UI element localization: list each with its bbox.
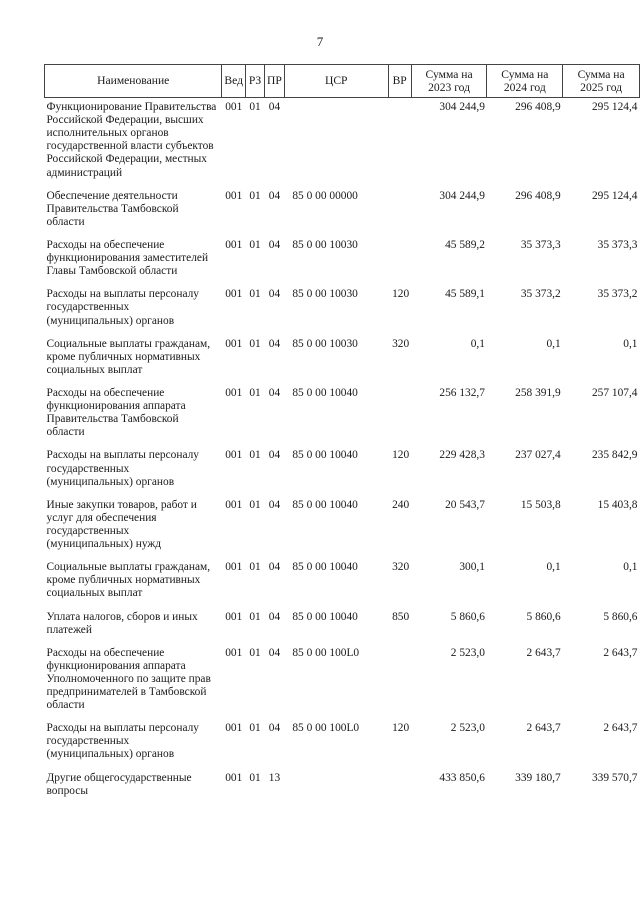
page-number: 7 [316, 34, 324, 49]
cell-sum-2024: 237 027,4 [515, 449, 561, 462]
cell-rz: 01 [249, 337, 261, 350]
header-rz: РЗ [246, 65, 265, 98]
cell-rz: 01 [249, 238, 261, 251]
cell-rz: 01 [249, 498, 261, 511]
cell-ved: 001 [225, 288, 243, 301]
cell-ved: 001 [225, 449, 243, 462]
cell-vr [388, 769, 411, 805]
cell-sum-2024: 35 373,2 [520, 288, 561, 301]
cell-name: Другие общегосударственные вопросы [46, 771, 192, 797]
cell-sum-2025: 235 842,9 [591, 449, 638, 462]
header-name: Наименование [45, 65, 222, 98]
cell-ved: 001 [225, 610, 243, 623]
cell-sum-2024: 15 503,8 [520, 498, 561, 511]
cell-ved: 001 [225, 238, 243, 251]
cell-ved: 001 [225, 101, 243, 113]
table-row [45, 769, 640, 805]
cell-name: Расходы на обеспечение функционирования аппарата Правительства Тамбовской области [46, 386, 186, 439]
cell-name: Уплата налогов, сборов и иных платежей [46, 610, 198, 636]
cell-rz: 01 [249, 189, 261, 202]
cell-csr: 85 0 00 10040 [292, 498, 358, 511]
budget-table [44, 64, 640, 805]
cell-sum-2023: 229 428,3 [439, 449, 485, 462]
cell-pr: 04 [268, 189, 281, 202]
cell-ved: 001 [225, 722, 243, 735]
cell-sum-2025: 0,1 [623, 561, 638, 574]
cell-csr: 85 0 00 00000 [292, 189, 358, 202]
cell-pr: 04 [268, 386, 281, 399]
cell-sum-2023: 0,1 [470, 337, 485, 350]
cell-csr: 85 0 00 10040 [292, 561, 358, 574]
cell-vr: 120 [392, 722, 410, 735]
cell-csr: 85 0 00 10040 [292, 610, 358, 623]
cell-sum-2025: 15 403,8 [597, 498, 638, 511]
cell-sum-2025: 2 643,7 [603, 722, 638, 735]
cell-rz: 01 [249, 386, 261, 399]
cell-ved: 001 [225, 386, 243, 399]
cell-sum-2024: 5 860,6 [526, 610, 561, 623]
cell-csr: 85 0 00 100L0 [292, 646, 360, 659]
cell-csr: 85 0 00 10030 [292, 288, 358, 301]
table-row [45, 285, 640, 334]
cell-name: Обеспечение деятельности Правительства Тамбовской области [46, 189, 179, 228]
cell-rz: 01 [249, 610, 261, 623]
cell-rz: 01 [249, 561, 261, 574]
cell-csr [284, 769, 388, 805]
table-row [45, 496, 640, 558]
cell-sum-2023: 20 543,7 [445, 498, 485, 511]
cell-sum-2025: 339 570,7 [591, 771, 638, 784]
cell-csr: 85 0 00 10030 [292, 337, 358, 350]
cell-csr: 85 0 00 10040 [292, 386, 358, 399]
cell-sum-2023: 304 244,9 [439, 101, 485, 113]
cell-pr: 04 [268, 337, 281, 350]
cell-sum-2024: 0,1 [546, 337, 561, 350]
cell-ved: 001 [225, 337, 243, 350]
table-row [45, 187, 640, 236]
table-row [45, 644, 640, 720]
table-row [45, 335, 640, 384]
cell-ved: 001 [225, 646, 243, 659]
table-row [45, 558, 640, 607]
header-sum-2023: Сумма на 2023 год [411, 65, 487, 98]
cell-name: Расходы на обеспечение функционирования заместителей Главы Тамбовской области [46, 238, 209, 278]
cell-sum-2024: 2 643,7 [526, 722, 561, 735]
cell-rz: 01 [249, 646, 261, 659]
cell-csr [284, 98, 388, 187]
cell-rz: 01 [249, 449, 261, 462]
cell-pr: 04 [268, 646, 281, 659]
cell-name: Иные закупки товаров, работ и услуг для обеспечения государственных (муниципальных) нужд [46, 498, 197, 551]
header-sum-2024: Сумма на 2024 год [487, 65, 563, 98]
cell-pr: 04 [268, 722, 281, 735]
cell-sum-2023: 45 589,2 [445, 238, 485, 251]
cell-sum-2023: 256 132,7 [439, 386, 485, 399]
cell-sum-2024: 258 391,9 [515, 386, 561, 399]
cell-pr: 04 [268, 498, 281, 511]
cell-vr [388, 644, 411, 720]
header-sum-2025: Сумма на 2025 год [563, 65, 640, 98]
table-row [45, 608, 640, 644]
header-pr: ПР [265, 65, 285, 98]
cell-vr: 320 [392, 561, 410, 574]
cell-name: Социальные выплаты гражданам, кроме публичных нормативных социальных выплат [46, 337, 211, 376]
cell-vr [388, 384, 411, 446]
cell-sum-2024: 0,1 [546, 561, 561, 574]
cell-sum-2024: 296 408,9 [515, 101, 561, 113]
header-csr: ЦСР [284, 65, 388, 98]
cell-vr: 120 [392, 449, 410, 462]
cell-rz: 01 [249, 722, 261, 735]
cell-pr: 04 [268, 449, 281, 462]
cell-rz: 01 [249, 101, 261, 113]
cell-csr: 85 0 00 10030 [292, 238, 358, 251]
cell-sum-2025: 295 124,4 [591, 101, 638, 113]
table-row [45, 236, 640, 285]
cell-sum-2025: 5 860,6 [603, 610, 638, 623]
cell-vr: 240 [392, 498, 410, 511]
cell-sum-2023: 2 523,0 [450, 722, 485, 735]
cell-name: Функционирование Правительства Российской Федерации, высших исполнительных органов государственной власти субъектов Российской Федерации, местных администраций [46, 101, 217, 179]
cell-sum-2024: 339 180,7 [515, 771, 561, 784]
cell-vr: 120 [392, 288, 410, 301]
cell-csr: 85 0 00 100L0 [292, 722, 360, 735]
cell-pr: 04 [268, 561, 281, 574]
cell-sum-2024: 35 373,3 [520, 238, 561, 251]
table-row [45, 446, 640, 495]
cell-ved: 001 [225, 771, 243, 784]
cell-sum-2023: 5 860,6 [450, 610, 485, 623]
header-vr: ВР [388, 65, 411, 98]
cell-vr [388, 236, 411, 285]
cell-sum-2025: 2 643,7 [603, 646, 638, 659]
cell-sum-2025: 35 373,2 [597, 288, 638, 301]
cell-sum-2025: 35 373,3 [597, 238, 638, 251]
table-row [45, 98, 640, 187]
cell-sum-2023: 2 523,0 [450, 646, 485, 659]
cell-sum-2025: 295 124,4 [591, 189, 638, 202]
cell-vr [388, 187, 411, 236]
cell-ved: 001 [225, 498, 243, 511]
cell-vr: 320 [392, 337, 410, 350]
cell-sum-2023: 45 589,1 [445, 288, 485, 301]
table-row [45, 384, 640, 446]
cell-sum-2023: 433 850,6 [439, 771, 485, 784]
cell-sum-2025: 257 107,4 [591, 386, 638, 399]
cell-pr: 04 [268, 610, 281, 623]
cell-vr [388, 98, 411, 187]
cell-vr: 850 [392, 610, 410, 623]
cell-name: Расходы на выплаты персоналу государственных (муниципальных) органов [46, 449, 199, 488]
cell-sum-2023: 300,1 [459, 561, 485, 574]
cell-pr: 04 [268, 101, 281, 113]
cell-pr: 13 [268, 771, 281, 784]
cell-pr: 04 [268, 238, 281, 251]
cell-ved: 001 [225, 561, 243, 574]
cell-rz: 01 [249, 771, 261, 784]
cell-name: Расходы на обеспечение функционирования аппарата Уполномоченного по защите прав предпринимателей в Тамбовской области [46, 646, 211, 712]
cell-pr: 04 [268, 288, 281, 301]
cell-csr: 85 0 00 10040 [292, 449, 358, 462]
cell-ved: 001 [225, 189, 243, 202]
cell-name: Социальные выплаты гражданам, кроме публичных нормативных социальных выплат [46, 561, 211, 600]
cell-sum-2024: 296 408,9 [515, 189, 561, 202]
table-header-row [45, 65, 640, 98]
cell-sum-2023: 304 244,9 [439, 189, 485, 202]
table-row [45, 719, 640, 768]
cell-sum-2024: 2 643,7 [526, 646, 561, 659]
header-ved: Вед [222, 65, 246, 98]
cell-rz: 01 [249, 288, 261, 301]
cell-sum-2025: 0,1 [623, 337, 638, 350]
cell-name: Расходы на выплаты персоналу государственных (муниципальных) органов [46, 288, 199, 327]
cell-name: Расходы на выплаты персоналу государственных (муниципальных) органов [46, 722, 199, 761]
